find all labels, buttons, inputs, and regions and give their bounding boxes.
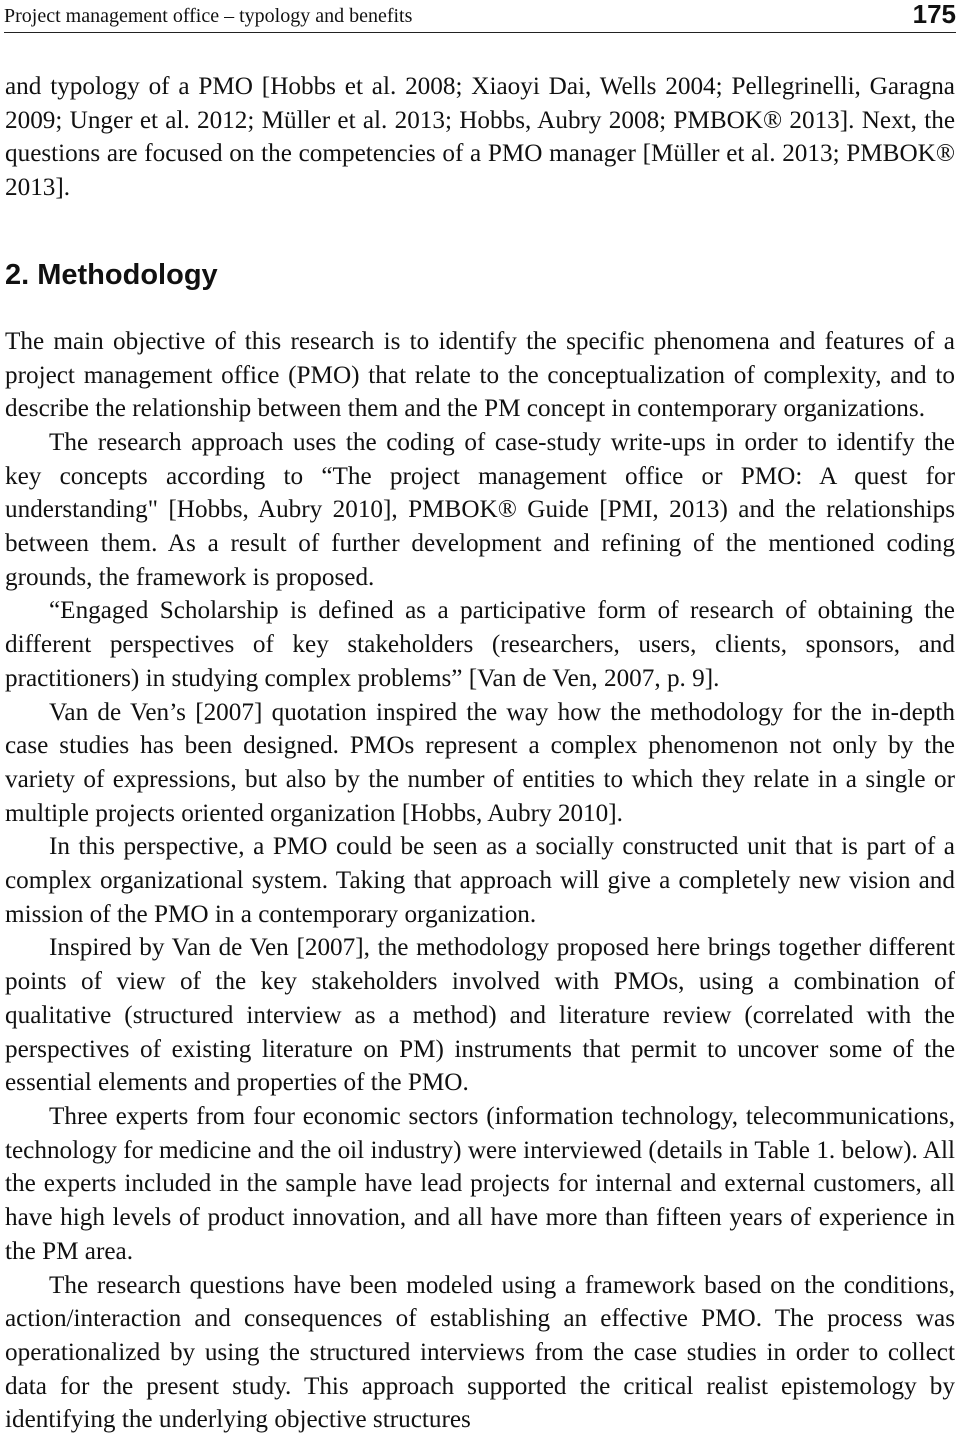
body-paragraph-3: “Engaged Scholarship is defined as a participative form of research of obtaining the different perspectives of key stakeholders (researchers, users, clients, sponsors, and practitioners) in studying complex problems” [Van de Ven, 2007, p. 9].: [5, 597, 955, 692]
running-header: [4, 0, 956, 33]
body-paragraph-5: In this perspective, a PMO could be seen as a socially constructed unit that is part of a complex organizational system. Taking that approach will give a completely new vision and mission of the PMO in a contemporary organization.: [5, 833, 955, 928]
body-paragraph-4: Van de Ven’s [2007] quotation inspired the way how the methodology for the in-depth case studies has been designed. PMOs represent a complex phenomenon not only by the variety of expressions, but also by the number of entities to which they relate in a single or multiple projects oriented organization [Hobbs, Aubry 2010].: [5, 698, 955, 827]
page-number: 175: [912, 0, 956, 29]
body-paragraph-7: Three experts from four economic sectors (information technology, telecommunications, technology for medicine and the oil industry) were interviewed (details in Table 1. below). All the experts included in the sample have lead projects for internal and external customers, all have high levels of product innovation, and all have more than fifteen years of experience in the PM area.: [5, 1102, 955, 1265]
section-heading: 2. Methodology: [5, 258, 218, 291]
page-body: [5, 70, 955, 1437]
body-paragraph-6: Inspired by Van de Ven [2007], the methodology proposed here brings together different points of view of the key stakeholders involved with PMOs, using a combination of qualitative (structured interview as a method) and literature review (correlated with the perspectives of existing literature on PM) instruments that permit to uncover some of the essential elements and properties of the PMO.: [5, 934, 955, 1097]
body-paragraph-2: The research approach uses the coding of case-study write-ups in order to identify the key concepts according to “The project management office or PMO: A quest for understanding" [Hobbs, Aubry 2010], PMBOK® Guide [PMI, 2013) and the relationships between them. As a result of further development and refining of the mentioned coding grounds, the framework is proposed.: [5, 428, 955, 591]
running-title: Project management office – typology and benefits: [4, 5, 413, 27]
body-paragraph-1: The main objective of this research is to identify the specific phenomena and features of a project management office (PMO) that relate to the conceptualization of complexity, and to describe the relationship between them and the PM concept in contemporary organizations.: [5, 327, 955, 423]
body-paragraph-8: The research questions have been modeled using a framework based on the conditions, action/interaction and consequences of establishing an effective PMO. The process was operationalized by using the structured interviews from the case studies in order to collect data for the present study. This approach supported the critical realist epistemology by identifying the underlying objective structures: [5, 1271, 955, 1434]
intro-paragraph: and typology of a PMO [Hobbs et al. 2008; Xiaoyi Dai, Wells 2004; Pellegrinelli, Garagna 2009; Unger et al. 2012; Müller et al. 2013; Hobbs, Aubry 2008; PMBOK® 2013]. Next, the questions are focused on the competencies of a PMO manager [Müller et al. 2013; PMBOK® 2013].: [5, 73, 955, 202]
